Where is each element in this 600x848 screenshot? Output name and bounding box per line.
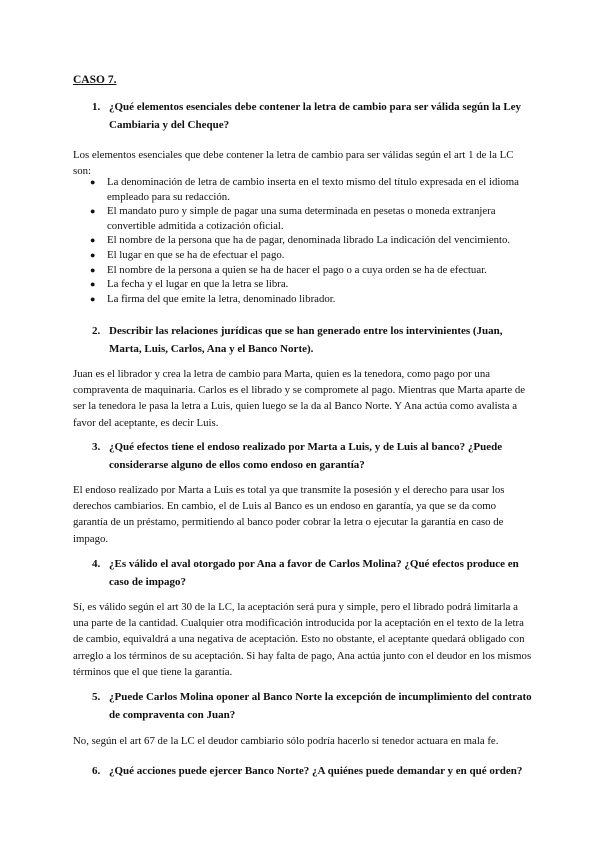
- bullet-icon: ●: [90, 293, 96, 304]
- page-title: CASO 7.: [73, 74, 117, 86]
- question-1: [92, 98, 532, 134]
- question-number: 4.: [92, 558, 101, 570]
- answer-4: Sí, es válido según el art 30 de la LC, la aceptación será pura y simple, pero el librado podrá limitarla a una parte de la cantidad. Cualquier otra modificación introducida por la aceptación en el texto de la letra de cambio, equivaldrá a una negativa de aceptación. Esto no obstante, el aceptante quedará obligado con arreglo a los términos de su aceptación. Si hay falta de pago, Ana actúa junto con el deudor en los mismos términos que el que tiene la garantía.: [73, 601, 532, 678]
- list-item: ● El mandato puro y simple de pagar una suma determinada en pesetas o moneda extranjera convertible admitida a cotización oficial.: [90, 205, 496, 232]
- bullet-icon: ●: [90, 206, 96, 217]
- question-text: ¿Es válido el aval otorgado por Ana a favor de Carlos Molina? ¿Qué efectos produce en caso de impago?: [109, 558, 519, 588]
- bullet-icon: ●: [90, 279, 96, 290]
- answer-3: El endoso realizado por Marta a Luis es total ya que transmite la posesión y el derecho para usar los derechos cambiarios. En cambio, el de Luis al Banco es un endoso en garantía, ya que se da como garantía de un préstamo, permitiendo al banco poder cobrar la letra o ejecutar la garantía en caso de impago.: [73, 484, 505, 545]
- question-number: 6.: [92, 765, 101, 777]
- question-5: [92, 688, 532, 724]
- question-number: 3.: [92, 441, 101, 453]
- question-number: 1.: [92, 101, 101, 113]
- list-item: ● La denominación de letra de cambio inserta en el texto mismo del título expresada en el idioma empleado para su redacción.: [90, 176, 519, 203]
- question-3: [92, 438, 532, 474]
- answer-1-intro: Los elementos esenciales que debe contener la letra de cambio para ser válidas según el art 1 de la LC son:: [73, 149, 514, 178]
- answer-2: Juan es el librador y crea la letra de cambio para Marta, quien es la tenedora, como pago por una compraventa de maquinaria. Carlos es el librado y se compromete al pago. Mientras que Marta aparte de ser la tenedora le pasa la letra a Luis, quien luego se la da al Banco Norte. Y Ana actúa como avalista a favor del aceptante, es decir Luis.: [73, 368, 526, 429]
- list-item: ● El lugar en que se ha de efectuar el pago.: [90, 248, 285, 261]
- question-number: 2.: [92, 325, 101, 337]
- list-item: ● La fecha y el lugar en que la letra se libra.: [90, 278, 289, 291]
- question-text: ¿Qué elementos esenciales debe contener la letra de cambio para ser válida según la Ley Cambiaria y del Cheque?: [109, 101, 522, 131]
- question-text: ¿Qué efectos tiene el endoso realizado por Marta a Luis, y de Luis al banco? ¿Puede considerarse alguno de ellos como endoso en garantía?: [109, 441, 503, 471]
- question-text: ¿Qué acciones puede ejercer Banco Norte? ¿A quiénes puede demandar y en qué orden?: [109, 765, 523, 777]
- answer-5: No, según el art 67 de la LC el deudor cambiario sólo podría hacerlo si tenedor actuara en mala fe.: [73, 735, 499, 747]
- answer-1-list: [73, 175, 533, 306]
- question-text: ¿Puede Carlos Molina oponer al Banco Norte la excepción de incumplimiento del contrato de compraventa con Juan?: [109, 691, 532, 721]
- list-item: ● El nombre de la persona a quien se ha de hacer el pago o a cuya orden se ha de efectuar.: [90, 263, 487, 276]
- bullet-icon: ●: [90, 249, 96, 260]
- question-2: [92, 322, 532, 358]
- question-text: Describir las relaciones jurídicas que se han generado entre los intervinientes (Juan, Marta, Luis, Carlos, Ana y el Banco Norte).: [109, 325, 503, 355]
- bullet-icon: ●: [90, 235, 96, 246]
- list-item: ● La firma del que emite la letra, denominado librador.: [90, 292, 336, 305]
- question-number: 5.: [92, 691, 101, 703]
- question-6: [92, 762, 532, 780]
- list-item: ● El nombre de la persona que ha de pagar, denominada librado La indicación del vencimiento.: [90, 234, 511, 247]
- bullet-icon: ●: [90, 264, 96, 275]
- bullet-icon: ●: [90, 177, 96, 187]
- question-4: [92, 555, 532, 591]
